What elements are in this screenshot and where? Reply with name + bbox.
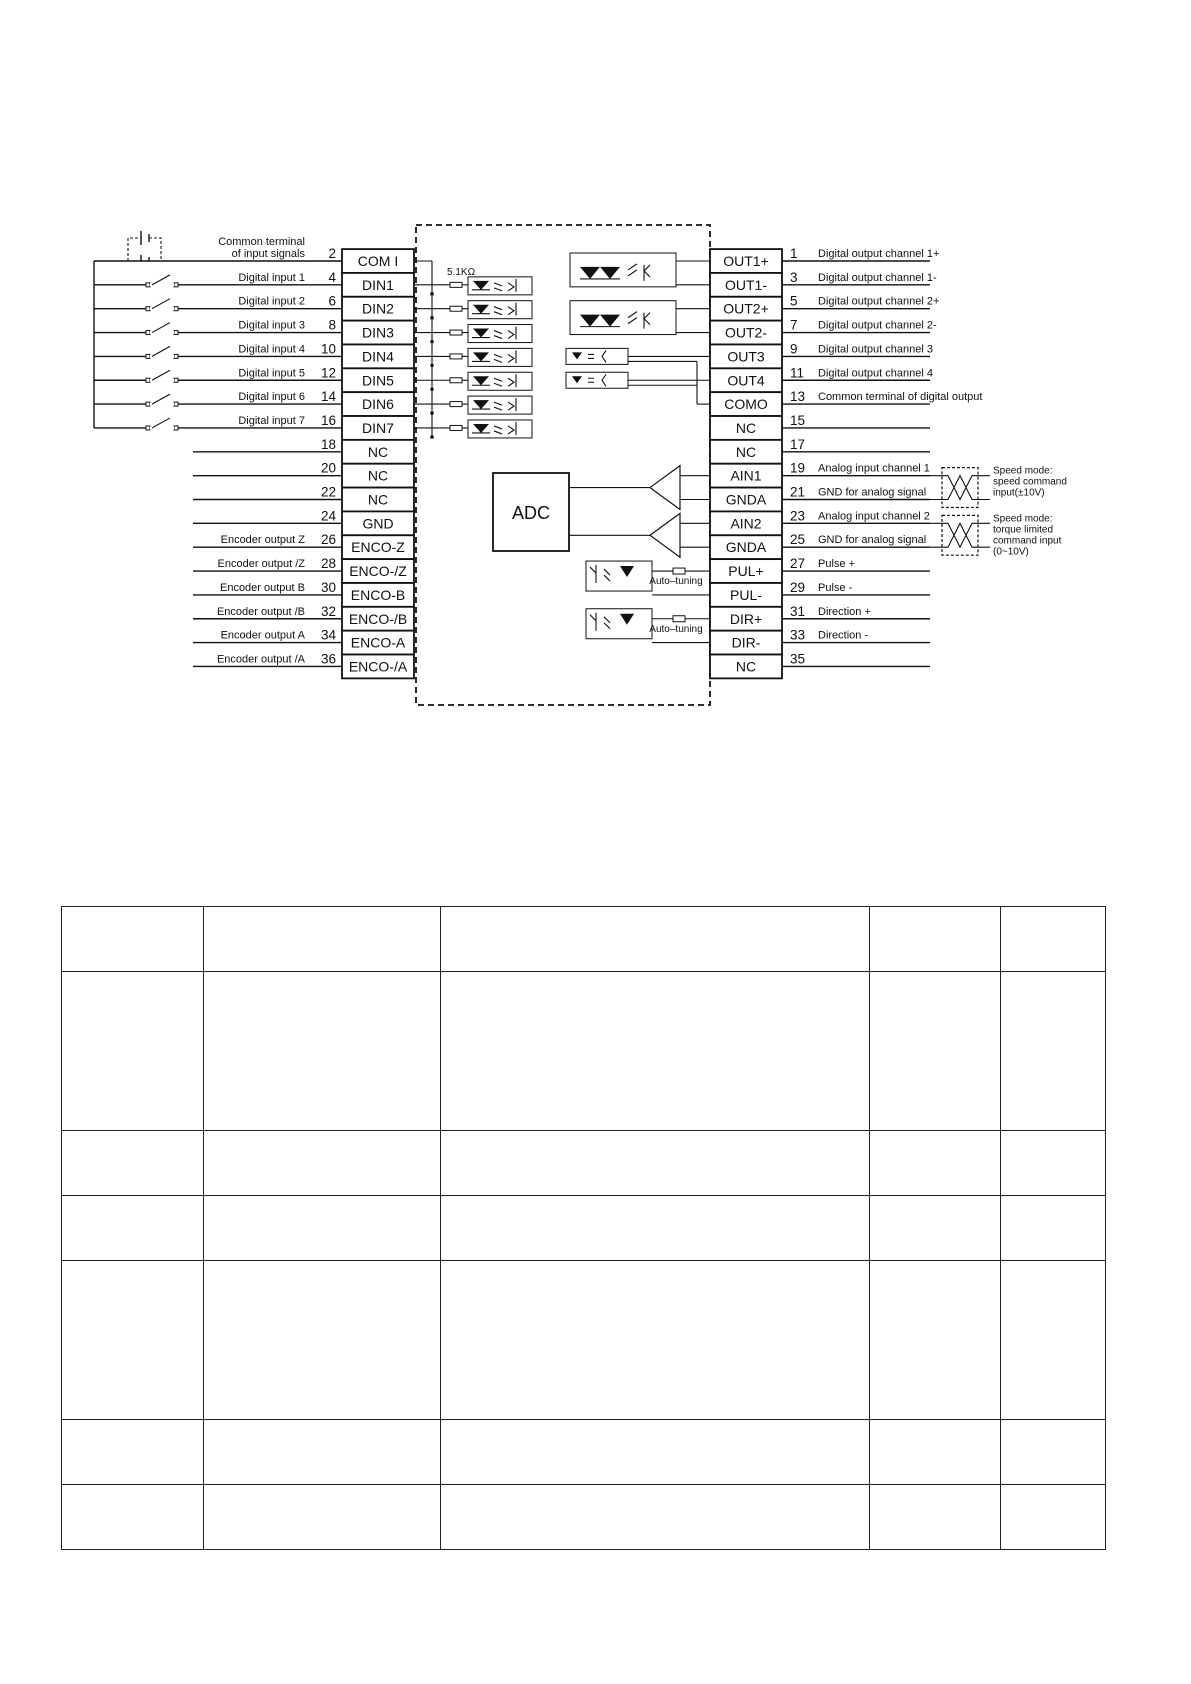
switch-contact xyxy=(146,426,150,430)
opto-led xyxy=(572,376,582,383)
right-signal-label: Analog input channel 1 xyxy=(818,462,930,475)
opto-light xyxy=(588,354,594,358)
opto-transistor xyxy=(508,426,514,434)
analog-note: speed command xyxy=(993,476,1067,488)
right-signal-label: Digital output channel 1- xyxy=(818,271,937,284)
right-terminal-label: PUL- xyxy=(730,586,762,603)
right-terminal-label: OUT4 xyxy=(727,372,765,389)
table-cell xyxy=(62,907,204,972)
right-signal-label: Digital output channel 4 xyxy=(818,367,933,380)
left-pin-number: 4 xyxy=(328,269,336,285)
opto-led xyxy=(473,424,489,433)
left-signal-label: Digital input 3 xyxy=(238,319,305,332)
left-signal-label: Digital input 2 xyxy=(238,295,305,308)
right-signal-label: Pulse + xyxy=(818,558,855,571)
left-terminal-label: DIN2 xyxy=(362,300,394,317)
opto-led xyxy=(473,400,489,409)
right-terminal-label: NC xyxy=(735,443,757,460)
right-terminal-label: GNDA xyxy=(725,539,767,556)
right-terminal-label: AIN1 xyxy=(730,467,762,484)
opto-light xyxy=(494,378,502,386)
opto-light xyxy=(604,617,610,629)
opto-led xyxy=(620,566,634,577)
left-terminal-label: ENCO-Z xyxy=(351,539,405,556)
table-cell xyxy=(870,1485,1001,1550)
right-terminal-label: OUT3 xyxy=(727,348,765,365)
left-signal-label: Digital input 6 xyxy=(238,391,305,404)
table-cell xyxy=(1001,1196,1106,1261)
left-terminal-label: ENCO-/B xyxy=(348,610,408,627)
opto-light xyxy=(494,283,502,291)
right-signal-label: Direction - xyxy=(818,629,869,642)
analog-note: input(±10V) xyxy=(993,487,1045,499)
left-pin-number: 10 xyxy=(320,341,336,357)
table-cell xyxy=(870,907,1001,972)
table-row xyxy=(62,1485,1106,1550)
opto-light xyxy=(494,307,502,315)
right-pin-number: 11 xyxy=(790,365,805,381)
input-resistor xyxy=(450,282,462,287)
opto-diode-pair xyxy=(580,267,620,279)
right-terminal-label: DIR- xyxy=(731,634,761,651)
twisted-pair xyxy=(930,476,990,500)
opto-transistor xyxy=(508,402,514,410)
analog-amplifier xyxy=(650,466,680,510)
table-cell xyxy=(62,1420,204,1485)
right-pin-number: 23 xyxy=(790,508,806,524)
right-pin-number: 29 xyxy=(790,579,806,595)
table-cell xyxy=(204,907,441,972)
switch-contact xyxy=(146,378,150,382)
opto-transistor xyxy=(602,350,606,362)
table-row xyxy=(62,1420,1106,1485)
opto-led xyxy=(473,352,489,361)
auto-tuning-label: Auto–tuning xyxy=(649,623,703,635)
left-terminal-label: ENCO-/A xyxy=(348,658,408,675)
left-pin-number: 30 xyxy=(320,579,336,595)
table-cell xyxy=(441,972,870,1131)
switch-contact xyxy=(174,378,178,382)
right-terminal-label: GNDA xyxy=(725,491,767,508)
left-terminal-label: DIN5 xyxy=(362,372,394,389)
left-terminal-label: ENCO-A xyxy=(350,634,406,651)
left-pin-number: 28 xyxy=(320,556,336,572)
twisted-pair-shield xyxy=(942,515,978,555)
switch-contact xyxy=(146,354,150,358)
input-resistor xyxy=(450,306,462,311)
table-cell xyxy=(62,1261,204,1420)
switch-contact xyxy=(146,331,150,335)
left-pin-number: 8 xyxy=(328,317,336,333)
table-cell xyxy=(204,1131,441,1196)
table-cell xyxy=(870,1131,1001,1196)
table-row xyxy=(62,907,1106,972)
right-terminal-label: PUL+ xyxy=(728,563,764,580)
table-cell xyxy=(62,1131,204,1196)
opto-diode-pair xyxy=(580,315,620,327)
right-signal-label: Analog input channel 2 xyxy=(818,510,930,523)
right-signal-label: Digital output channel 1+ xyxy=(818,248,940,260)
switch-contact xyxy=(174,307,178,311)
left-terminal-label: GND xyxy=(362,515,394,532)
right-terminal-label: OUT2- xyxy=(725,324,767,341)
left-signal-label: Digital input 5 xyxy=(238,367,305,380)
right-signal-label: Digital output channel 3 xyxy=(818,343,933,356)
switch-contact xyxy=(174,331,178,335)
table-cell xyxy=(441,1261,870,1420)
right-pin-number: 21 xyxy=(790,484,806,500)
left-signal-label: Encoder output /A xyxy=(216,653,305,666)
tuning-resistor xyxy=(673,616,685,622)
table-row xyxy=(62,972,1106,1131)
left-terminal-label: DIN1 xyxy=(362,276,394,293)
opto-transistor xyxy=(644,265,650,281)
table-cell xyxy=(441,1131,870,1196)
left-pin-number: 36 xyxy=(320,651,336,667)
opto-transistor xyxy=(508,307,514,315)
opto-led xyxy=(473,376,489,385)
right-terminal-label: DIR+ xyxy=(729,610,763,627)
switch-contact xyxy=(146,307,150,311)
opto-light xyxy=(494,331,502,339)
left-pin-number: 22 xyxy=(320,484,336,500)
table-cell xyxy=(204,1420,441,1485)
analog-note: Speed mode: xyxy=(993,465,1053,477)
left-signal-label: Digital input 1 xyxy=(238,271,305,284)
right-pin-number: 35 xyxy=(790,651,806,667)
left-signal-label: Encoder output A xyxy=(220,629,305,642)
table-cell xyxy=(204,1261,441,1420)
table-cell xyxy=(441,1485,870,1550)
left-signal-label: Encoder output Z xyxy=(220,534,305,547)
table-cell xyxy=(870,972,1001,1131)
analog-amplifier xyxy=(650,513,680,557)
right-pin-number: 9 xyxy=(790,341,798,357)
left-pin-number: 12 xyxy=(320,365,336,381)
opto-transistor xyxy=(508,354,514,362)
right-pin-number: 19 xyxy=(790,460,806,476)
opto-light xyxy=(494,426,502,434)
right-signal-label: GND for analog signal xyxy=(818,486,927,499)
twisted-pair xyxy=(930,523,990,547)
switch-contact xyxy=(174,402,178,406)
right-pin-number: 31 xyxy=(790,603,806,619)
left-pin-number: 6 xyxy=(328,293,336,309)
right-signal-label: Direction + xyxy=(818,605,871,618)
left-terminal-label: DIN7 xyxy=(362,419,394,436)
table-cell xyxy=(62,1196,204,1261)
opto-led xyxy=(572,352,582,359)
left-terminal-label: ENCO-/Z xyxy=(349,563,407,580)
opto-transistor xyxy=(590,565,596,583)
left-pin-number: 2 xyxy=(328,246,336,261)
left-pin-number: 18 xyxy=(320,436,336,452)
left-pin-number: 20 xyxy=(320,460,336,476)
tuning-resistor xyxy=(673,568,685,574)
left-terminal-label: NC xyxy=(367,491,389,508)
right-signal-label: GND for analog signal xyxy=(818,534,927,547)
right-terminal-label: COMO xyxy=(724,396,768,413)
table-cell xyxy=(870,1261,1001,1420)
opto-transistor xyxy=(508,378,514,386)
opto-led xyxy=(473,329,489,338)
opto-led xyxy=(473,281,489,290)
opto-transistor xyxy=(508,331,514,339)
right-signal-label: Digital output channel 2- xyxy=(818,319,937,332)
left-signal-label: Common terminal xyxy=(218,236,305,248)
left-pin-number: 34 xyxy=(320,627,336,643)
twisted-pair-shield xyxy=(942,468,978,508)
right-pin-number: 15 xyxy=(790,412,806,428)
opto-light xyxy=(494,354,502,362)
table-cell xyxy=(62,972,204,1131)
analog-note: Speed mode: xyxy=(993,513,1053,525)
opto-transistor xyxy=(590,613,596,631)
input-resistor xyxy=(450,330,462,335)
left-signal-label: Encoder output /Z xyxy=(217,558,305,571)
table-cell xyxy=(1001,1131,1106,1196)
right-signal-label: Common terminal of digital output xyxy=(818,391,983,404)
left-terminal-label: NC xyxy=(367,443,389,460)
left-terminal-label: ENCO-B xyxy=(350,586,406,603)
right-pin-number: 13 xyxy=(790,389,806,405)
switch-contact xyxy=(174,283,178,287)
left-pin-number: 16 xyxy=(320,412,336,428)
input-resistor xyxy=(450,425,462,430)
opto-light xyxy=(604,569,610,581)
opto-transistor xyxy=(508,283,514,291)
table-cell xyxy=(441,907,870,972)
left-signal-label: Encoder output /B xyxy=(216,605,305,618)
left-terminal-label: NC xyxy=(367,467,389,484)
right-terminal-label: NC xyxy=(735,419,757,436)
analog-note: (0~10V) xyxy=(993,546,1029,558)
right-signal-label: Pulse - xyxy=(818,581,853,594)
opto-transistor xyxy=(644,313,650,329)
left-pin-number: 14 xyxy=(320,389,336,405)
table-cell xyxy=(204,1196,441,1261)
table-cell xyxy=(870,1196,1001,1261)
left-terminal-label: DIN4 xyxy=(362,348,394,365)
right-pin-number: 27 xyxy=(790,556,806,572)
opto-light xyxy=(628,264,637,276)
table-row xyxy=(62,1196,1106,1261)
switch-contact xyxy=(146,283,150,287)
table-cell xyxy=(1001,1485,1106,1550)
table-cell xyxy=(441,1196,870,1261)
table-cell xyxy=(62,1485,204,1550)
adc-label: ADC xyxy=(511,503,551,523)
left-signal-label: Encoder output B xyxy=(219,581,305,594)
switch-contact xyxy=(146,402,150,406)
table-cell xyxy=(204,1485,441,1550)
opto-light xyxy=(588,378,594,382)
left-pin-number: 32 xyxy=(320,603,336,619)
right-terminal-label: OUT1- xyxy=(725,276,767,293)
table-row xyxy=(62,1131,1106,1196)
opto-led xyxy=(620,614,634,625)
right-pin-number: 1 xyxy=(790,246,798,261)
supply-wire xyxy=(128,238,161,261)
left-signal-label: of input signals xyxy=(231,248,305,260)
opto-transistor xyxy=(602,374,606,386)
right-pin-number: 3 xyxy=(790,269,798,285)
table-cell xyxy=(1001,1261,1106,1420)
resistor-label: 5.1KΩ xyxy=(447,267,476,278)
right-terminal-label: OUT2+ xyxy=(723,300,769,317)
switch-contact xyxy=(174,426,178,430)
left-signal-label: Digital input 7 xyxy=(238,414,305,427)
analog-note: command input xyxy=(993,535,1062,547)
table-cell xyxy=(1001,907,1106,972)
left-signal-label: Digital input 4 xyxy=(238,343,305,356)
table-cell xyxy=(870,1420,1001,1485)
right-pin-number: 7 xyxy=(790,317,798,333)
left-pin-number: 24 xyxy=(320,508,336,524)
right-pin-number: 17 xyxy=(790,436,806,452)
opto-led xyxy=(473,305,489,314)
right-terminal-label: OUT1+ xyxy=(723,253,769,269)
right-pin-number: 5 xyxy=(790,293,798,309)
left-terminal-label: DIN3 xyxy=(362,324,394,341)
right-terminal-label: NC xyxy=(735,658,757,675)
input-resistor xyxy=(450,402,462,407)
left-terminal-label: COM I xyxy=(357,253,399,269)
left-pin-number: 26 xyxy=(320,532,336,548)
auto-tuning-label: Auto–tuning xyxy=(649,576,703,588)
input-resistor xyxy=(450,354,462,359)
opto-light xyxy=(494,402,502,410)
spec-table xyxy=(61,906,1106,1550)
table-cell xyxy=(441,1420,870,1485)
analog-note: torque limited xyxy=(993,524,1054,536)
input-resistor xyxy=(450,378,462,383)
right-pin-number: 33 xyxy=(790,627,806,643)
right-terminal-label: AIN2 xyxy=(730,515,762,532)
table-cell xyxy=(1001,972,1106,1131)
right-pin-number: 25 xyxy=(790,532,806,548)
left-terminal-label: DIN6 xyxy=(362,396,394,413)
table-cell xyxy=(1001,1420,1106,1485)
table-row xyxy=(62,1261,1106,1420)
right-signal-label: Digital output channel 2+ xyxy=(818,295,940,308)
table-cell xyxy=(204,972,441,1131)
opto-light xyxy=(628,312,637,324)
switch-contact xyxy=(174,354,178,358)
